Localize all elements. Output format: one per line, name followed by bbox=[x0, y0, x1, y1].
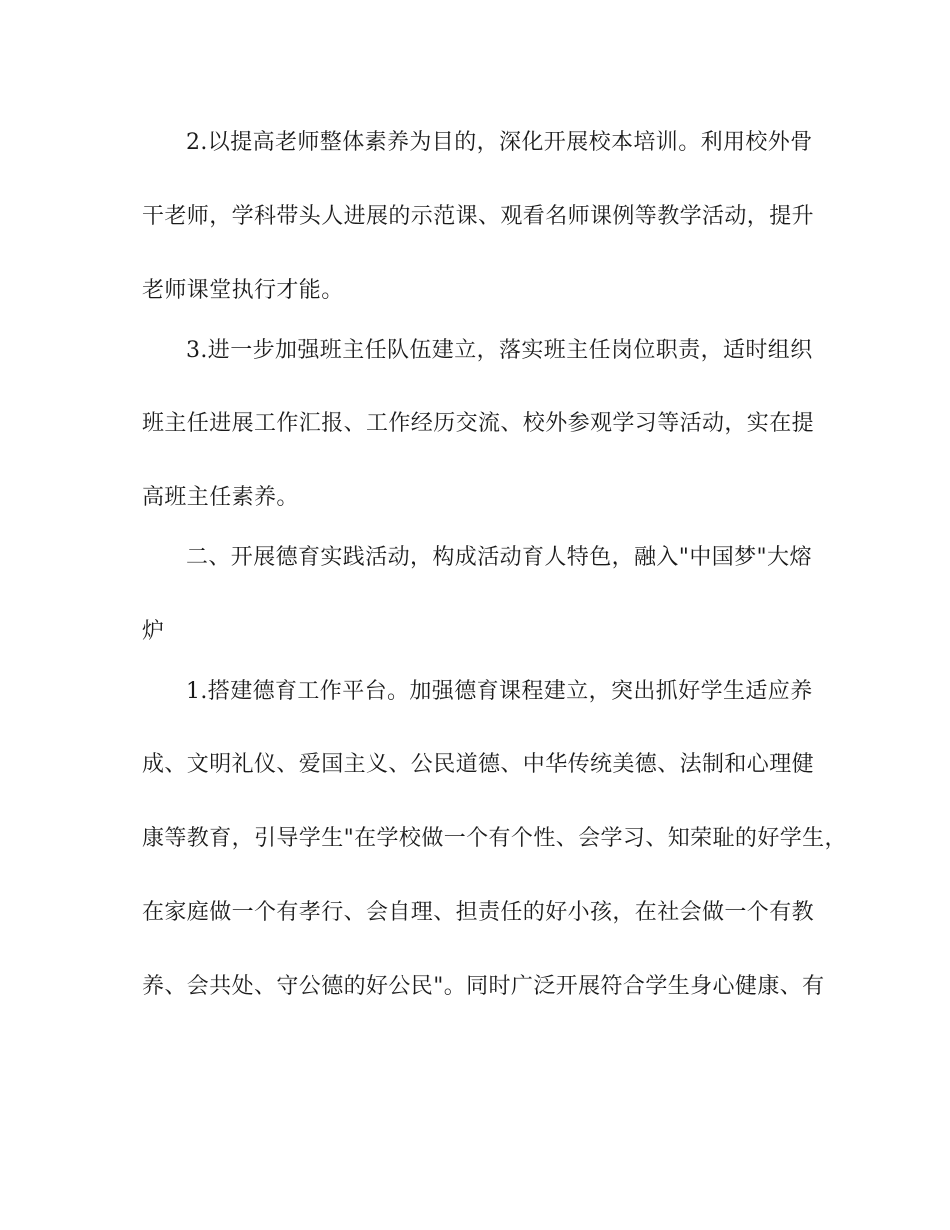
paragraph-3-line-3: 高班主任素养。 bbox=[142, 485, 299, 510]
paragraph-2-line-1: 2.以提高老师整体素养为目的，深化开展校本培训。利用校外骨 bbox=[186, 130, 813, 155]
paragraph-3-line-1: 3.进一步加强班主任队伍建立，落实班主任岗位职责，适时组织 bbox=[186, 338, 813, 363]
paragraph-3-line-2: 班主任进展工作汇报、工作经历交流、校外参观学习等活动，实在提 bbox=[142, 411, 815, 436]
paragraph-2-line-2: 干老师，学科带头人进展的示范课、观看名师课例等教学活动，提升 bbox=[142, 204, 815, 229]
paragraph-1-line-5: 养、会共处、守公德的好公民"。同时广泛开展符合学生身心健康、有 bbox=[142, 974, 825, 999]
paragraph-1-line-3: 康等教育，引导学生"在学校做一个有个性、会学习、知荣耻的好学生， bbox=[142, 826, 847, 851]
section-heading-line-1: 二、开展德育实践活动，构成活动育人特色，融入"中国梦"大熔 bbox=[186, 545, 812, 570]
paragraph-1-line-2: 成、文明礼仪、爱国主义、公民道德、中华传统美德、法制和心理健 bbox=[142, 752, 815, 777]
paragraph-2-line-3: 老师课堂执行才能。 bbox=[142, 278, 344, 303]
paragraph-1-line-1: 1.搭建德育工作平台。加强德育课程建立，突出抓好学生适应养 bbox=[186, 679, 813, 704]
paragraph-1-line-4: 在家庭做一个有孝行、会自理、担责任的好小孩，在社会做一个有教 bbox=[142, 900, 815, 925]
section-heading-line-2: 炉 bbox=[142, 619, 165, 644]
